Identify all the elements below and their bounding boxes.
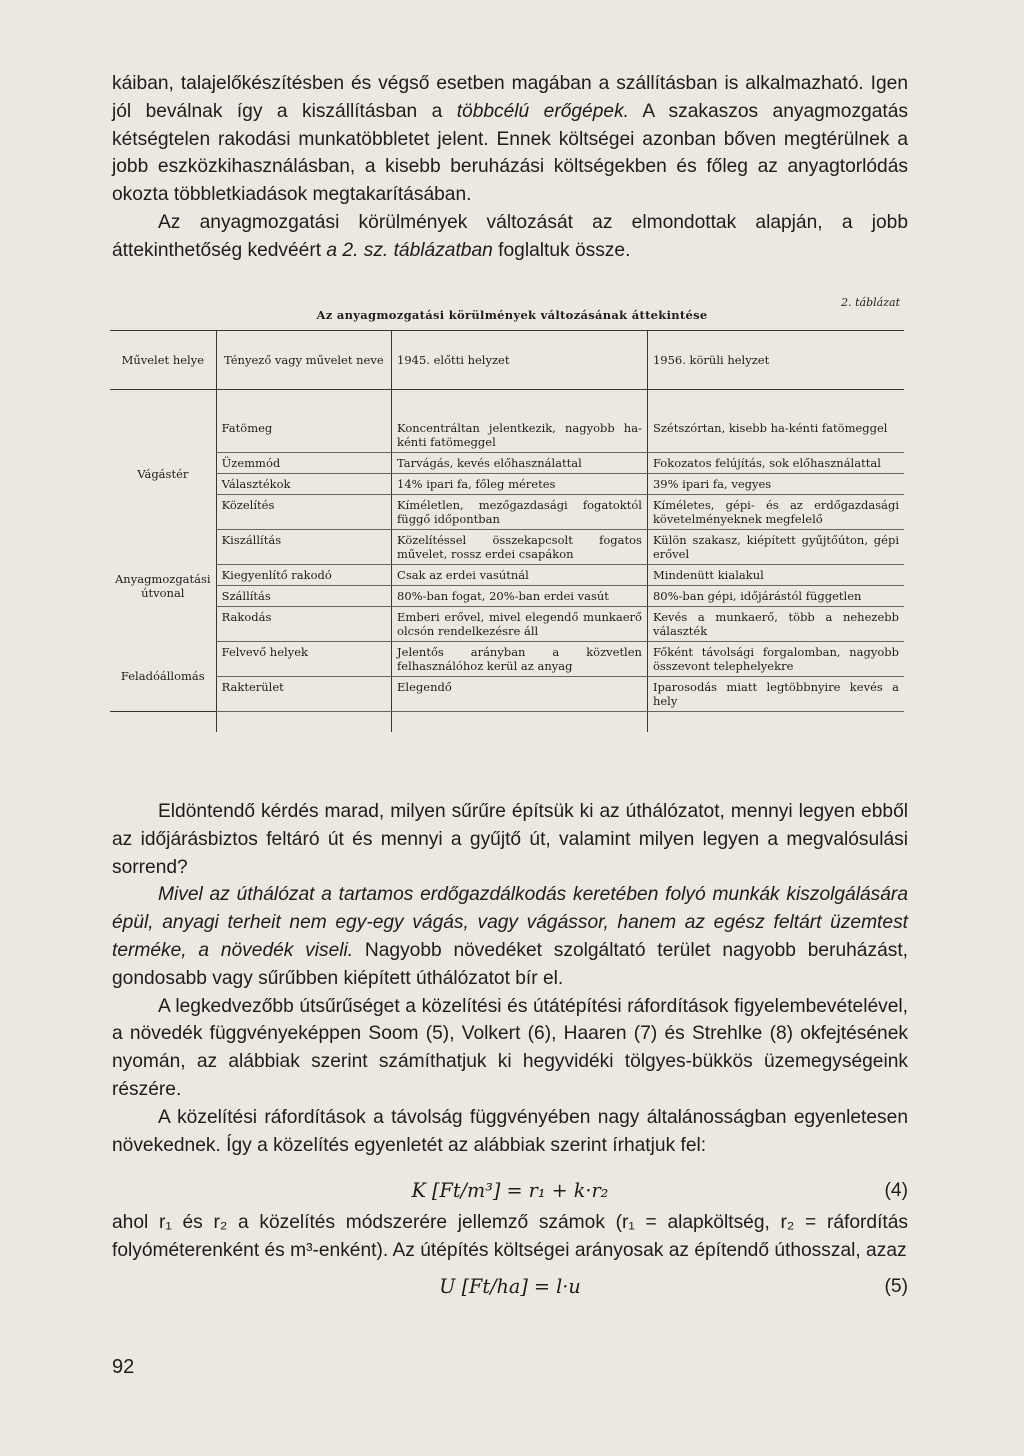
cell-factor: Közelítés [216, 495, 391, 530]
cell-before: Jelentős arányban a közvetlen felhasználóhoz kerül az anyag [392, 642, 648, 677]
cell-before: 80%-ban fogat, 20%-ban erdei vasút [392, 586, 648, 607]
cell-before: Kíméletlen, mezőgazdasági fogatoktól függő időpontban [392, 495, 648, 530]
header-after: 1956. körüli helyzet [647, 331, 904, 390]
cell-factor: Rakterület [216, 677, 391, 712]
intro-paragraph-1 [112, 70, 908, 209]
cell-before: Koncentráltan jelentkezik, nagyobb ha-kénti fatömeggel [392, 418, 648, 453]
body-text [112, 798, 908, 1305]
table-row [110, 495, 904, 530]
body-paragraph-3: A legkedvezőbb útsűrűséget a közelítési és útátépítési ráfordítások figyelembevételével, a növedék függvényeképpen Soom (5), Volkert (6), Haaren (7) és Strehlke (8) okfejtésének nyomán, az alábbiak szerint számíthatjuk ki hegyvidéki tölgyes-bükkös üzemegységeink részére. [112, 995, 908, 1100]
cell-factor: Fatömeg [216, 418, 391, 453]
cell-factor: Választékok [216, 474, 391, 495]
intro-paragraph-2 [112, 209, 908, 265]
equation-4-expression: K [Ft/m³] = r₁ + k·r₂ [411, 1179, 609, 1203]
body-paragraph-2 [112, 881, 908, 992]
operations-table [110, 330, 904, 732]
cell-after: Kevés a munkaerő, több a nehezebb választék [647, 607, 904, 642]
table-row [110, 677, 904, 712]
cell-before: Elegendő [392, 677, 648, 712]
text-run: foglaltuk össze. [492, 239, 631, 261]
text-run: káiban, talajelőkészítésben és végső esetben magában a szállításban is alkalmazható. Igen jól beválnak így a kiszállításban a [112, 73, 908, 122]
header-before: 1945. előtti helyzet [392, 331, 648, 390]
page-number: 92 [112, 1356, 135, 1378]
group-place: Feladóállomás [120, 669, 205, 684]
table-row [110, 607, 904, 642]
body-paragraph-1: Eldöntendő kérdés marad, milyen sűrűre építsük ki az úthálózatot, mennyi legyen ebből az időjárásbiztos feltáró út és mennyi a gyűjtő út, valamint milyen legyen a megvalósulási sorrend? [112, 801, 908, 878]
cell-after: 39% ipari fa, vegyes [647, 474, 904, 495]
cell-factor: Szállítás [216, 586, 391, 607]
body-paragraph-4: A közelítési ráfordítások a távolság függvényében nagy általánosságban egyenletesen növekednek. Így a közelítés egyenletét az alábbiak szerint írhatjuk fel: [112, 1106, 908, 1156]
table-row [110, 586, 904, 607]
cell-after: 80%-ban gépi, időjárástól független [647, 586, 904, 607]
cell-after: Külön szakasz, kiépített gyűjtőúton, gépi erővel [647, 530, 904, 565]
table-tail-row [110, 712, 904, 733]
cell-before: Emberi erővel, mivel elegendő munkaerő olcsón rendelkezésre áll [392, 607, 648, 642]
text-run: Az anyagmozgatási körülmények változását az elmondottak alapján, a jobb áttekinthetőség kedvéért [112, 211, 908, 261]
cell-after: Szétszórtan, kisebb ha-kénti fatömeggel [647, 418, 904, 453]
cell-after: Iparosodás miatt legtöbbnyire kevés a hely [647, 677, 904, 712]
cell-factor: Üzemmód [216, 453, 391, 474]
italic-run: a 2. sz. táblázatban [326, 239, 493, 261]
cell-before: Csak az erdei vasútnál [392, 565, 648, 586]
cell-factor: Kiszállítás [216, 530, 391, 565]
text-run: Nagyobb növedéket szolgáltató terület nagyobb beruházást, gondosabb vagy sűrűbben kiépített úthálózatot bír el. [112, 939, 908, 989]
italic-run: Mivel az úthálózat a tartamos erdőgazdálkodás keretében folyó munkák kiszolgálására épül, anyagi terheit nem egy-egy vágás, vagy vágássor, hanem az egész feltárt üzemtest terméke, a növedék viseli. [112, 884, 908, 961]
equation-4-number: (4) [884, 1180, 908, 1202]
cell-factor: Felvevő helyek [216, 642, 391, 677]
table-row [110, 474, 904, 495]
cell-before: Közelítéssel összekapcsolt fogatos művelet, rossz erdei csapákon [392, 530, 648, 565]
equation-5-number: (5) [884, 1275, 908, 1297]
spacer-row [110, 390, 904, 419]
cell-before: Tarvágás, kevés előhasználattal [392, 453, 648, 474]
table-title: Az anyagmozgatási körülmények változásának áttekintése [316, 308, 708, 322]
equation-4 [112, 1177, 908, 1205]
intro-text [112, 70, 908, 265]
header-place: Művelet helye [110, 331, 216, 390]
group-place: Anyagmozgatási útvonal [115, 571, 211, 600]
cell-factor: Kiegyenlítő rakodó [216, 565, 391, 586]
table-header-row [110, 331, 904, 390]
equation-5-expression: U [Ft/ha] = l·u [439, 1274, 581, 1298]
italic-run: többcélú erőgépek. [456, 100, 629, 122]
table-row [110, 642, 904, 677]
text-run: A szakaszos anyagmozgatás kétségtelen rakodási munkatöbbletet jelent. Ennek költségei azonban bőven megtérülnek a jobb eszközkihasználásban, a kisebb beruházási költségekben és főleg az anyagtorlódás okozta többletkiadások megtakarításában. [112, 100, 908, 206]
table-row [110, 565, 904, 586]
cell-after: Mindenütt kialakul [647, 565, 904, 586]
cell-after: Főként távolsági forgalomban, nagyobb összevont telephelyekre [647, 642, 904, 677]
cell-after: Kíméletes, gépi- és az erdőgazdasági követelményeknek megfelelő [647, 495, 904, 530]
group-place: Vágástér [137, 466, 189, 481]
body-paragraph-5: ahol r₁ és r₂ a közelítés módszerére jellemző számok (r₁ = alapköltség, r₂ = ráfordítás folyóméterenként és m³-enként). Az útépítés költségei arányosak az építendő úthosszal, azaz [112, 1212, 908, 1262]
header-factor: Tényező vagy művelet neve [216, 331, 391, 390]
cell-before: 14% ipari fa, főleg méretes [392, 474, 648, 495]
table-row [110, 453, 904, 474]
table-row [110, 530, 904, 565]
cell-after: Fokozatos felújítás, sok előhasználattal [647, 453, 904, 474]
table-number: 2. táblázat [841, 296, 900, 309]
equation-5 [112, 1273, 908, 1301]
table-row [110, 418, 904, 453]
cell-factor: Rakodás [216, 607, 391, 642]
